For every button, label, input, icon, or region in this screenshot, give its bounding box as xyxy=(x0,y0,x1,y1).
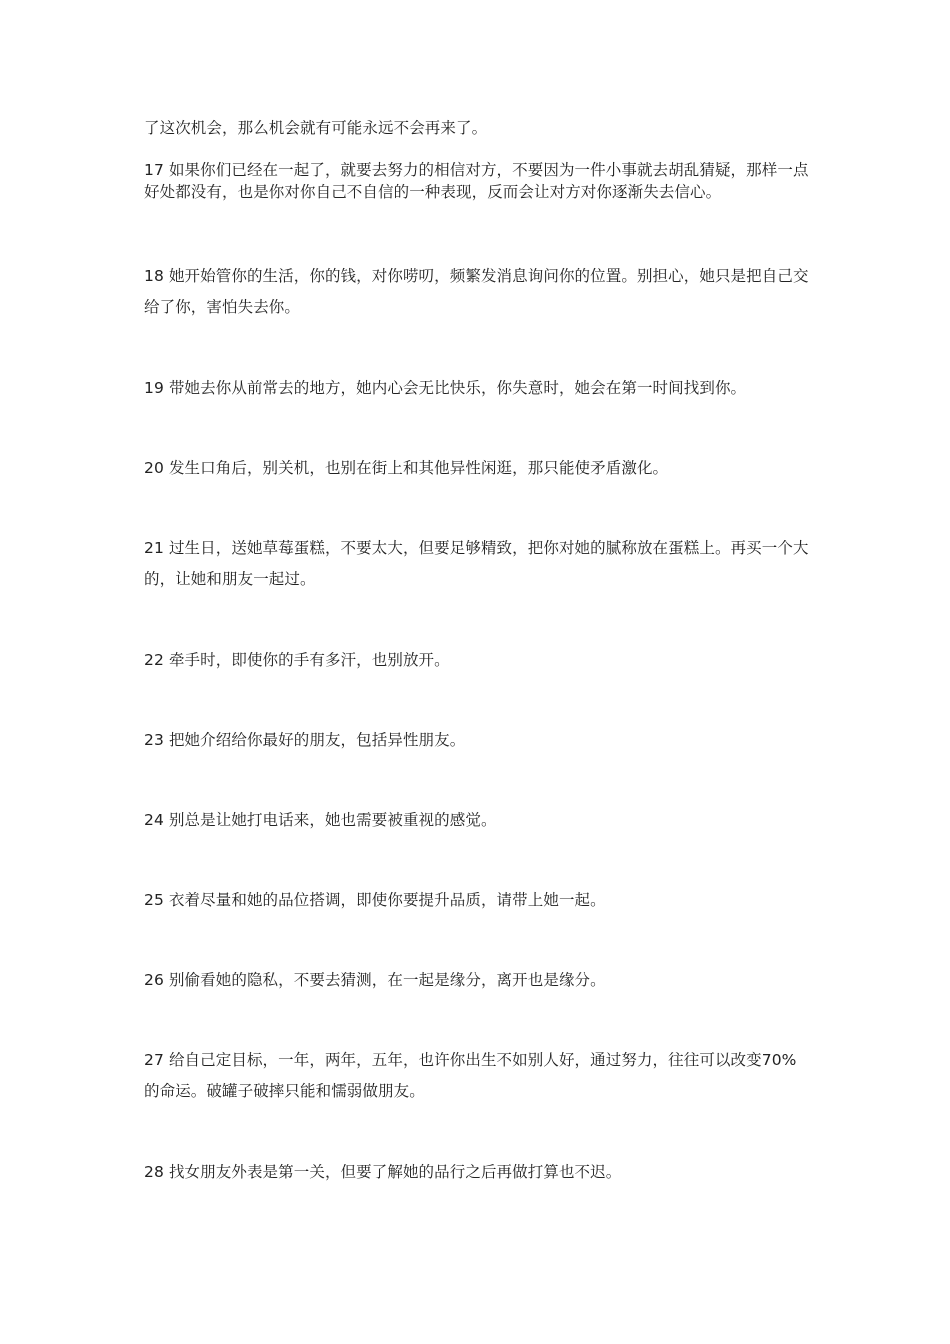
paragraph-20: 20 发生口角后，别关机，也别在街上和其他异性闲逛，那只能使矛盾激化。 xyxy=(144,459,669,477)
paragraph-18: 18 她开始管你的生活，你的钱，对你唠叨，频繁发消息询问你的位置。别担心，她只是把自己交给了你，害怕失去你。 xyxy=(144,267,809,316)
paragraph-19: 19 带她去你从前常去的地方，她内心会无比快乐，你失意时，她会在第一时间找到你。 xyxy=(144,379,747,397)
paragraph-21: 21 过生日，送她草莓蛋糕，不要太大，但要足够精致，把你对她的腻称放在蛋糕上。再买一个大的，让她和朋友一起过。 xyxy=(144,539,809,588)
paragraph-27: 27 给自己定目标，一年，两年，五年，也许你出生不如别人好，通过努力，往往可以改变70%的命运。破罐子破摔只能和懦弱做朋友。 xyxy=(144,1051,797,1100)
paragraph-26: 26 别偷看她的隐私，不要去猜测，在一起是缘分，离开也是缘分。 xyxy=(144,971,606,989)
paragraph-22: 22 牵手时，即使你的手有多汗，也别放开。 xyxy=(144,651,450,669)
paragraph-17: 17 如果你们已经在一起了，就要去努力的相信对方，不要因为一件小事就去胡乱猜疑，那样一点好处都没有，也是你对你自己不自信的一种表现，反而会让对方对你逐渐失去信心。 xyxy=(144,161,809,201)
paragraph-28: 28 找女朋友外表是第一关，但要了解她的品行之后再做打算也不迟。 xyxy=(144,1163,622,1181)
paragraph-24: 24 别总是让她打电话来，她也需要被重视的感觉。 xyxy=(144,811,497,829)
paragraph-continuation: 了这次机会，那么机会就有可能永远不会再来了。 xyxy=(144,119,488,137)
paragraph-25: 25 衣着尽量和她的品位搭调，即使你要提升品质，请带上她一起。 xyxy=(144,891,606,909)
paragraph-23: 23 把她介绍给你最好的朋友，包括异性朋友。 xyxy=(144,731,466,749)
